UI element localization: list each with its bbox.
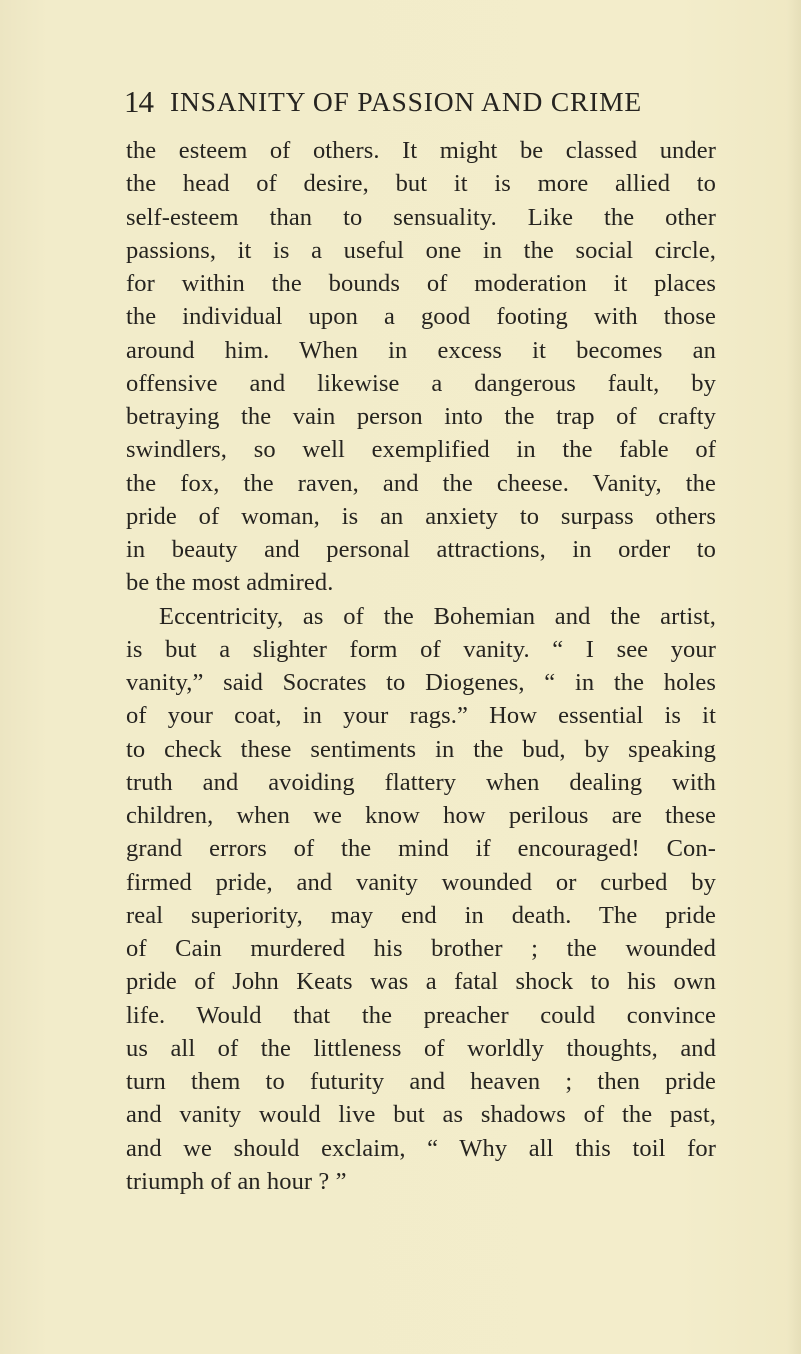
text-line: life. Would that the preacher could convince (126, 1001, 716, 1029)
text-line: children, when we know how perilous are these (126, 802, 716, 829)
text-line: us all of the littleness of worldly thoughts, and (126, 1034, 716, 1062)
text-line: in beauty and personal attractions, in order to (126, 536, 716, 563)
text-line: and we should exclaim, “ Why all this toil for (126, 1134, 716, 1162)
paragraph-last-line: be the most admired. (126, 569, 334, 597)
text-line: firmed pride, and vanity wounded or curbed by (126, 868, 716, 896)
text-line: self-esteem than to sensuality. Like the other (126, 203, 716, 231)
page-edge-shadow (787, 0, 801, 1354)
text-line: and vanity would live but as shadows of the past, (126, 1101, 716, 1129)
running-title: INSANITY OF PASSION AND CRIME (170, 86, 642, 117)
text-line: the individual upon a good footing with those (126, 303, 716, 331)
text-line: passions, it is a useful one in the social circle, (126, 236, 716, 264)
body-text (126, 134, 716, 1198)
text-line: the head of desire, but it is more allied to (126, 170, 716, 198)
text-line: truth and avoiding flattery when dealing with (126, 768, 716, 796)
paragraph-last-line: triumph of an hour ? ” (126, 1167, 347, 1195)
text-line: turn them to futurity and heaven ; then pride (126, 1068, 716, 1095)
text-line: offensive and likewise a dangerous fault, by (126, 369, 716, 397)
paragraph-first-line: Eccentricity, as of the Bohemian and the artist, (159, 602, 716, 630)
text-line: swindlers, so well exemplified in the fable of (126, 436, 716, 464)
text-line: the esteem of others. It might be classed under (126, 137, 716, 164)
running-head (124, 82, 714, 122)
text-line: to check these sentiments in the bud, by speaking (126, 735, 716, 763)
text-line: pride of John Keats was a fatal shock to his own (126, 968, 716, 996)
text-line: vanity,” said Socrates to Diogenes, “ in the holes (126, 669, 716, 696)
text-line: of Cain murdered his brother ; the wounded (126, 935, 716, 962)
text-line: for within the bounds of moderation it places (126, 270, 716, 297)
text-line: real superiority, may end in death. The pride (126, 901, 716, 929)
text-line: betraying the vain person into the trap of crafty (126, 403, 716, 430)
page-number: 14 (124, 84, 153, 119)
text-line: of your coat, in your rags.” How essential is it (126, 702, 716, 730)
text-line: is but a slighter form of vanity. “ I see your (126, 635, 716, 663)
text-line: around him. When in excess it becomes an (126, 336, 716, 364)
text-line: pride of woman, is an anxiety to surpass others (126, 502, 716, 530)
text-line: grand errors of the mind if encouraged! Con- (126, 835, 716, 863)
text-line: the fox, the raven, and the cheese. Vanity, the (126, 469, 716, 497)
